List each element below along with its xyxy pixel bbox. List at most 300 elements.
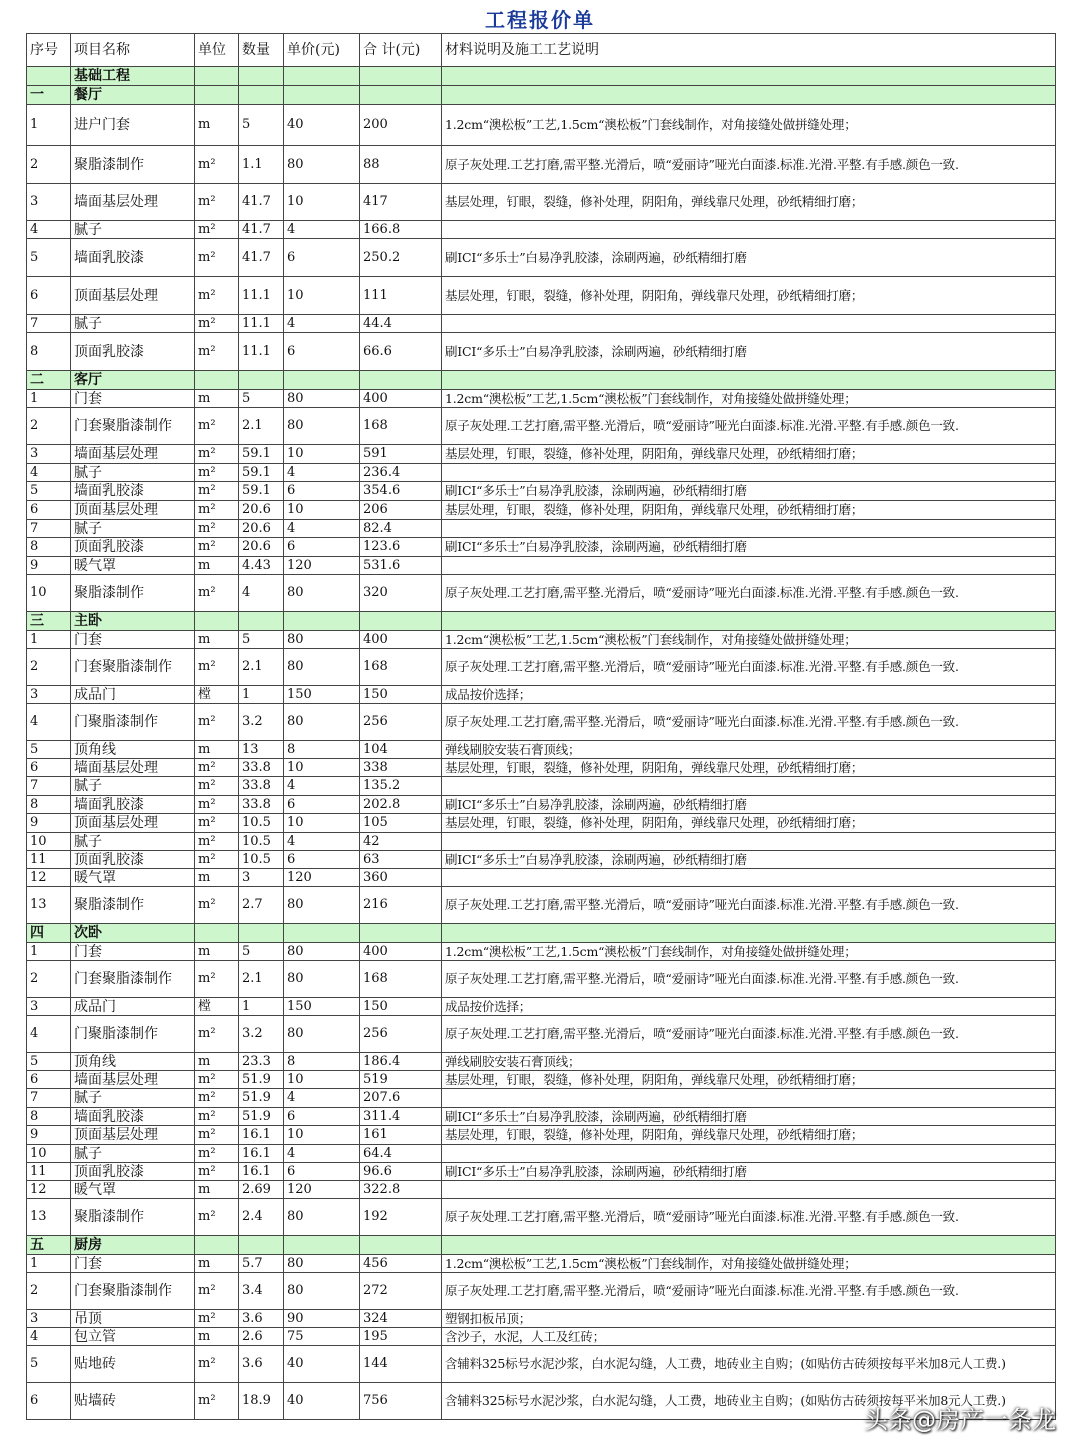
item-unit: 樘 (195, 998, 239, 1016)
table-row (27, 1328, 1056, 1346)
item-qty: 11.1 (239, 277, 284, 315)
row-number: 13 (27, 1199, 71, 1236)
item-total: 354.6 (360, 482, 442, 501)
item-name: 墙面基层处理 (71, 445, 195, 464)
item-qty: 33.8 (239, 759, 284, 777)
item-unit: m² (195, 961, 239, 998)
item-name: 门套聚脂漆制作 (71, 408, 195, 445)
item-price: 80 (284, 631, 360, 649)
row-number: 8 (27, 538, 71, 557)
item-desc: 刷ICI“多乐士”白易净乳胶漆，涂刷两遍，砂纸精细打磨 (442, 333, 1056, 371)
item-name: 暖气罩 (71, 869, 195, 887)
table-row (27, 796, 1056, 814)
item-total: 236.4 (360, 464, 442, 482)
item-total: 105 (360, 814, 442, 833)
item-desc: 基层处理，钉眼，裂缝，修补处理，阴阳角，弹线靠尺处理，砂纸精细打磨； (442, 814, 1056, 833)
item-total: 64.4 (360, 1145, 442, 1163)
table-row (27, 1108, 1056, 1126)
item-unit: m (195, 1328, 239, 1346)
table-row (27, 851, 1056, 869)
row-number: 1 (27, 943, 71, 961)
item-desc: 基层处理，钉眼，裂缝，修补处理，阴阳角，弹线靠尺处理，砂纸精细打磨； (442, 759, 1056, 777)
section-name: 餐厅 (71, 86, 195, 105)
item-total: 111 (360, 277, 442, 315)
item-qty: 33.8 (239, 777, 284, 796)
row-number: 5 (27, 482, 71, 501)
item-name: 墙面乳胶漆 (71, 796, 195, 814)
item-desc: 原子灰处理.工艺打磨,需平整.光滑后，喷“爱丽诗”哑光白面漆.标准.光滑.平整.有手感.颜色一致. (442, 408, 1056, 445)
item-name: 门套聚脂漆制作 (71, 1273, 195, 1310)
item-qty: 11.1 (239, 333, 284, 371)
item-desc: 1.2cm“澳松板”工艺,1.5cm“澳松板”门套线制作，对角接缝处做拼缝处理； (442, 631, 1056, 649)
empty-cell (360, 86, 442, 105)
item-price: 6 (284, 239, 360, 277)
item-desc: 刷ICI“多乐士”白易净乳胶漆，涂刷两遍，砂纸精细打磨 (442, 796, 1056, 814)
table-row (27, 943, 1056, 961)
item-unit: m² (195, 704, 239, 741)
section-row (27, 612, 1056, 631)
section-name: 主卧 (71, 612, 195, 631)
item-total: 44.4 (360, 315, 442, 333)
item-qty: 5 (239, 105, 284, 146)
table-row (27, 445, 1056, 464)
empty-cell (442, 612, 1056, 631)
item-price: 4 (284, 1089, 360, 1108)
table-row (27, 1255, 1056, 1273)
item-name: 顶面乳胶漆 (71, 1163, 195, 1181)
item-unit: m² (195, 1163, 239, 1181)
empty-cell (239, 371, 284, 390)
table-row (27, 961, 1056, 998)
section-name: 厨房 (71, 1236, 195, 1255)
item-qty: 3 (239, 869, 284, 887)
item-desc: 刷ICI“多乐士”白易净乳胶漆，涂刷两遍，砂纸精细打磨 (442, 1163, 1056, 1181)
item-price: 10 (284, 814, 360, 833)
item-price: 80 (284, 1255, 360, 1273)
item-desc: 原子灰处理.工艺打磨,需平整.光滑后，喷“爱丽诗”哑光白面漆.标准.光滑.平整.有手感.颜色一致. (442, 1273, 1056, 1310)
item-unit: m² (195, 445, 239, 464)
row-number: 6 (27, 1071, 71, 1089)
header-no: 序号 (27, 34, 71, 67)
item-unit: m² (195, 538, 239, 557)
row-number: 1 (27, 105, 71, 146)
table-row (27, 741, 1056, 759)
item-price: 75 (284, 1328, 360, 1346)
item-name: 顶面乳胶漆 (71, 333, 195, 371)
table-row (27, 869, 1056, 887)
item-price: 80 (284, 390, 360, 408)
item-price: 10 (284, 184, 360, 221)
item-total: 456 (360, 1255, 442, 1273)
item-name: 腻子 (71, 464, 195, 482)
item-name: 顶角线 (71, 741, 195, 759)
item-qty: 3.6 (239, 1346, 284, 1383)
table-row (27, 538, 1056, 557)
item-price: 80 (284, 575, 360, 612)
row-number: 4 (27, 1328, 71, 1346)
empty-cell (195, 67, 239, 86)
item-price: 4 (284, 1145, 360, 1163)
item-qty: 5.7 (239, 1255, 284, 1273)
section-row (27, 1236, 1056, 1255)
table-row (27, 1346, 1056, 1383)
item-total: 195 (360, 1328, 442, 1346)
table-row (27, 557, 1056, 575)
item-qty: 13 (239, 741, 284, 759)
item-unit: m (195, 105, 239, 146)
item-desc (442, 777, 1056, 796)
item-total: 200 (360, 105, 442, 146)
empty-cell (284, 1236, 360, 1255)
item-total: 168 (360, 649, 442, 686)
section-row (27, 67, 1056, 86)
item-desc: 刷ICI“多乐士”白易净乳胶漆，涂刷两遍，砂纸精细打磨 (442, 239, 1056, 277)
watermark: 头条@房产一条龙 (864, 1406, 1056, 1434)
item-name: 顶面基层处理 (71, 1126, 195, 1145)
row-number: 8 (27, 333, 71, 371)
item-unit: m² (195, 315, 239, 333)
item-unit: m² (195, 146, 239, 184)
item-unit: m² (195, 408, 239, 445)
item-unit: m² (195, 833, 239, 851)
item-qty: 2.7 (239, 887, 284, 924)
item-unit: m (195, 1255, 239, 1273)
item-desc (442, 869, 1056, 887)
item-qty: 1 (239, 998, 284, 1016)
table-row (27, 777, 1056, 796)
item-desc: 原子灰处理.工艺打磨,需平整.光滑后，喷“爱丽诗”哑光白面漆.标准.光滑.平整.有手感.颜色一致. (442, 146, 1056, 184)
row-number: 2 (27, 1273, 71, 1310)
section-name: 次卧 (71, 924, 195, 943)
item-name: 门套 (71, 631, 195, 649)
section-number (27, 67, 71, 86)
item-qty: 10.5 (239, 833, 284, 851)
empty-cell (239, 67, 284, 86)
item-desc (442, 315, 1056, 333)
empty-cell (442, 924, 1056, 943)
item-qty: 5 (239, 390, 284, 408)
item-name: 门聚脂漆制作 (71, 704, 195, 741)
row-number: 10 (27, 833, 71, 851)
row-number: 6 (27, 1383, 71, 1420)
item-name: 顶面乳胶漆 (71, 851, 195, 869)
section-number: 三 (27, 612, 71, 631)
item-price: 4 (284, 315, 360, 333)
item-qty: 2.1 (239, 408, 284, 445)
header-price: 单价(元) (284, 34, 360, 67)
empty-cell (360, 612, 442, 631)
item-total: 144 (360, 1346, 442, 1383)
header-qty: 数量 (239, 34, 284, 67)
item-unit: m (195, 390, 239, 408)
empty-cell (195, 612, 239, 631)
item-price: 4 (284, 777, 360, 796)
empty-cell (360, 371, 442, 390)
item-unit: m² (195, 1199, 239, 1236)
item-name: 腻子 (71, 1145, 195, 1163)
section-row (27, 86, 1056, 105)
item-price: 80 (284, 146, 360, 184)
row-number: 3 (27, 1310, 71, 1328)
item-desc: 刷ICI“多乐士”白易净乳胶漆，涂刷两遍，砂纸精细打磨 (442, 1108, 1056, 1126)
empty-cell (239, 612, 284, 631)
item-price: 10 (284, 759, 360, 777)
item-price: 90 (284, 1310, 360, 1328)
table-row (27, 333, 1056, 371)
item-desc: 基层处理，钉眼，裂缝，修补处理，阴阳角，弹线靠尺处理，砂纸精细打磨； (442, 445, 1056, 464)
row-number: 2 (27, 408, 71, 445)
row-number: 4 (27, 1016, 71, 1053)
row-number: 11 (27, 851, 71, 869)
empty-cell (195, 924, 239, 943)
item-desc (442, 557, 1056, 575)
table-row (27, 631, 1056, 649)
item-unit: m² (195, 1310, 239, 1328)
item-total: 206 (360, 501, 442, 520)
row-number: 10 (27, 1145, 71, 1163)
empty-cell (360, 924, 442, 943)
table-body (27, 67, 1056, 1420)
section-number: 二 (27, 371, 71, 390)
item-qty: 3.6 (239, 1310, 284, 1328)
item-total: 207.6 (360, 1089, 442, 1108)
item-price: 150 (284, 686, 360, 704)
row-number: 7 (27, 315, 71, 333)
item-price: 80 (284, 887, 360, 924)
row-number: 9 (27, 1126, 71, 1145)
item-price: 6 (284, 1108, 360, 1126)
item-unit: m² (195, 1383, 239, 1420)
row-number: 11 (27, 1163, 71, 1181)
section-row (27, 371, 1056, 390)
item-desc: 1.2cm“澳松板”工艺,1.5cm“澳松板”门套线制作，对角接缝处做拼缝处理； (442, 943, 1056, 961)
empty-cell (195, 86, 239, 105)
item-desc: 含沙子，水泥，人工及红砖； (442, 1328, 1056, 1346)
item-name: 墙面基层处理 (71, 759, 195, 777)
item-unit: m² (195, 520, 239, 538)
item-total: 150 (360, 998, 442, 1016)
item-price: 6 (284, 851, 360, 869)
table-row (27, 221, 1056, 239)
empty-cell (442, 1236, 1056, 1255)
item-price: 4 (284, 221, 360, 239)
table-row (27, 1163, 1056, 1181)
item-desc: 刷ICI“多乐士”白易净乳胶漆，涂刷两遍，砂纸精细打磨 (442, 538, 1056, 557)
table-row (27, 1016, 1056, 1053)
item-total: 42 (360, 833, 442, 851)
table-row (27, 408, 1056, 445)
item-price: 150 (284, 998, 360, 1016)
item-price: 40 (284, 1383, 360, 1420)
item-unit: m² (195, 501, 239, 520)
item-unit: m² (195, 649, 239, 686)
item-qty: 2.6 (239, 1328, 284, 1346)
item-name: 暖气罩 (71, 557, 195, 575)
item-total: 338 (360, 759, 442, 777)
item-desc: 含辅料325标号水泥沙浆，白水泥勾缝，人工费，地砖业主自购；(如贴仿古砖须按每平米加8元人工费.) (442, 1383, 1056, 1420)
item-unit: 樘 (195, 686, 239, 704)
item-total: 400 (360, 631, 442, 649)
item-total: 96.6 (360, 1163, 442, 1181)
item-name: 包立管 (71, 1328, 195, 1346)
table-row (27, 887, 1056, 924)
item-total: 88 (360, 146, 442, 184)
item-total: 186.4 (360, 1053, 442, 1071)
item-unit: m² (195, 239, 239, 277)
item-unit: m² (195, 887, 239, 924)
table-row (27, 501, 1056, 520)
item-desc: 基层处理，钉眼，裂缝，修补处理，阴阳角，弹线靠尺处理，砂纸精细打磨； (442, 1071, 1056, 1089)
item-name: 腻子 (71, 520, 195, 538)
item-desc: 原子灰处理.工艺打磨,需平整.光滑后，喷“爱丽诗”哑光白面漆.标准.光滑.平整.有手感.颜色一致. (442, 649, 1056, 686)
empty-cell (284, 612, 360, 631)
item-total: 168 (360, 408, 442, 445)
item-qty: 59.1 (239, 464, 284, 482)
row-number: 5 (27, 741, 71, 759)
item-name: 腻子 (71, 777, 195, 796)
item-unit: m (195, 869, 239, 887)
item-desc (442, 520, 1056, 538)
item-total: 123.6 (360, 538, 442, 557)
item-total: 591 (360, 445, 442, 464)
item-desc: 1.2cm“澳松板”工艺,1.5cm“澳松板”门套线制作，对角接缝处做拼缝处理； (442, 105, 1056, 146)
item-qty: 2.1 (239, 961, 284, 998)
item-unit: m² (195, 1108, 239, 1126)
table-row (27, 1089, 1056, 1108)
table-row (27, 315, 1056, 333)
item-qty: 23.3 (239, 1053, 284, 1071)
item-unit: m² (195, 851, 239, 869)
table-row (27, 520, 1056, 538)
item-name: 贴墙砖 (71, 1383, 195, 1420)
item-unit: m (195, 631, 239, 649)
item-name: 进户门套 (71, 105, 195, 146)
item-price: 10 (284, 1126, 360, 1145)
item-qty: 10.5 (239, 851, 284, 869)
item-desc: 1.2cm“澳松板”工艺,1.5cm“澳松板”门套线制作，对角接缝处做拼缝处理； (442, 1255, 1056, 1273)
item-name: 吊顶 (71, 1310, 195, 1328)
table-row (27, 686, 1056, 704)
item-name: 聚脂漆制作 (71, 575, 195, 612)
row-number: 1 (27, 1255, 71, 1273)
table-row (27, 1199, 1056, 1236)
item-total: 82.4 (360, 520, 442, 538)
item-qty: 51.9 (239, 1089, 284, 1108)
item-total: 324 (360, 1310, 442, 1328)
item-name: 顶面基层处理 (71, 501, 195, 520)
item-total: 531.6 (360, 557, 442, 575)
item-qty: 18.9 (239, 1383, 284, 1420)
row-number: 2 (27, 649, 71, 686)
empty-cell (239, 924, 284, 943)
row-number: 9 (27, 814, 71, 833)
item-price: 6 (284, 1163, 360, 1181)
item-name: 顶面基层处理 (71, 277, 195, 315)
table-row (27, 998, 1056, 1016)
item-price: 6 (284, 482, 360, 501)
item-price: 4 (284, 833, 360, 851)
item-name: 聚脂漆制作 (71, 1199, 195, 1236)
table-row (27, 814, 1056, 833)
item-unit: m (195, 1181, 239, 1199)
item-desc: 原子灰处理.工艺打磨,需平整.光滑后，喷“爱丽诗”哑光白面漆.标准.光滑.平整.有手感.颜色一致. (442, 961, 1056, 998)
item-desc: 基层处理，钉眼，裂缝，修补处理，阴阳角，弹线靠尺处理，砂纸精细打磨； (442, 277, 1056, 315)
empty-cell (284, 924, 360, 943)
table-row (27, 482, 1056, 501)
item-qty: 41.7 (239, 239, 284, 277)
table-row (27, 1310, 1056, 1328)
table-row (27, 105, 1056, 146)
section-name: 客厅 (71, 371, 195, 390)
item-total: 216 (360, 887, 442, 924)
row-number: 9 (27, 557, 71, 575)
empty-cell (195, 1236, 239, 1255)
item-price: 120 (284, 1181, 360, 1199)
item-qty: 10.5 (239, 814, 284, 833)
table-row (27, 575, 1056, 612)
item-name: 墙面乳胶漆 (71, 239, 195, 277)
item-name: 腻子 (71, 315, 195, 333)
row-number: 6 (27, 501, 71, 520)
item-total: 756 (360, 1383, 442, 1420)
item-qty: 2.4 (239, 1199, 284, 1236)
item-name: 腻子 (71, 1089, 195, 1108)
item-price: 80 (284, 1199, 360, 1236)
item-unit: m² (195, 1089, 239, 1108)
item-name: 顶角线 (71, 1053, 195, 1071)
item-qty: 59.1 (239, 482, 284, 501)
item-price: 6 (284, 333, 360, 371)
item-desc: 原子灰处理.工艺打磨,需平整.光滑后，喷“爱丽诗”哑光白面漆.标准.光滑.平整.有手感.颜色一致. (442, 575, 1056, 612)
item-price: 80 (284, 961, 360, 998)
row-number: 3 (27, 184, 71, 221)
item-desc: 含辅料325标号水泥沙浆，白水泥勾缝，人工费，地砖业主自购；(如贴仿古砖须按每平米加8元人工费.) (442, 1346, 1056, 1383)
item-name: 门套聚脂漆制作 (71, 649, 195, 686)
item-unit: m² (195, 1071, 239, 1089)
item-name: 腻子 (71, 221, 195, 239)
item-unit: m² (195, 482, 239, 501)
row-number: 5 (27, 239, 71, 277)
table-row (27, 239, 1056, 277)
item-qty: 11.1 (239, 315, 284, 333)
item-unit: m² (195, 1346, 239, 1383)
item-price: 80 (284, 1016, 360, 1053)
item-unit: m² (195, 184, 239, 221)
item-total: 150 (360, 686, 442, 704)
item-unit: m (195, 741, 239, 759)
table-row (27, 704, 1056, 741)
item-desc: 刷ICI“多乐士”白易净乳胶漆，涂刷两遍，砂纸精细打磨 (442, 851, 1056, 869)
table-row (27, 146, 1056, 184)
table-row (27, 390, 1056, 408)
item-total: 320 (360, 575, 442, 612)
item-qty: 16.1 (239, 1126, 284, 1145)
item-qty: 3.4 (239, 1273, 284, 1310)
item-price: 8 (284, 741, 360, 759)
table-row (27, 649, 1056, 686)
item-name: 门套聚脂漆制作 (71, 961, 195, 998)
item-name: 墙面基层处理 (71, 1071, 195, 1089)
row-number: 3 (27, 686, 71, 704)
item-price: 4 (284, 520, 360, 538)
row-number: 2 (27, 146, 71, 184)
item-qty: 3.2 (239, 1016, 284, 1053)
section-number: 五 (27, 1236, 71, 1255)
item-total: 256 (360, 1016, 442, 1053)
item-desc: 原子灰处理.工艺打磨,需平整.光滑后，喷“爱丽诗”哑光白面漆.标准.光滑.平整.有手感.颜色一致. (442, 887, 1056, 924)
item-total: 202.8 (360, 796, 442, 814)
item-name: 墙面基层处理 (71, 184, 195, 221)
